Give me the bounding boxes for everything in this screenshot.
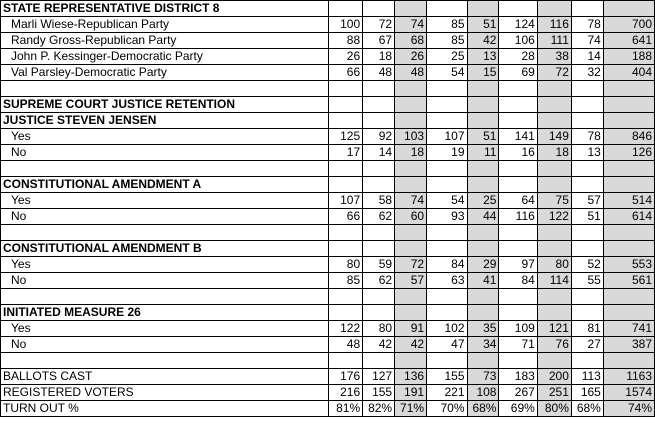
total-cell: 188 bbox=[603, 49, 654, 65]
empty-cell bbox=[603, 305, 654, 321]
precinct-cell: 63 bbox=[427, 273, 467, 289]
row-label: Yes bbox=[1, 129, 329, 145]
empty-cell bbox=[467, 97, 499, 113]
precinct-cell: 109 bbox=[499, 321, 537, 337]
empty-cell bbox=[467, 177, 499, 193]
precinct-cell: 91 bbox=[395, 321, 427, 337]
empty-cell bbox=[395, 81, 427, 97]
row-label bbox=[1, 161, 329, 177]
empty-cell bbox=[537, 177, 571, 193]
precinct-cell: 116 bbox=[537, 17, 571, 33]
precinct-cell: 97 bbox=[499, 257, 537, 273]
empty-cell bbox=[363, 177, 395, 193]
precinct-cell: 18 bbox=[363, 49, 395, 65]
empty-cell bbox=[427, 81, 467, 97]
empty-cell bbox=[363, 1, 395, 17]
precinct-cell: 16 bbox=[499, 145, 537, 161]
empty-cell bbox=[329, 241, 363, 257]
precinct-cell: 69% bbox=[499, 401, 537, 417]
precinct-cell: 66 bbox=[329, 65, 363, 81]
precinct-cell: 81% bbox=[329, 401, 363, 417]
precinct-cell: 64 bbox=[499, 193, 537, 209]
empty-cell bbox=[329, 289, 363, 305]
section-header-row bbox=[1, 1, 655, 17]
total-cell: 1163 bbox=[603, 369, 654, 385]
precinct-cell: 136 bbox=[395, 369, 427, 385]
empty-cell bbox=[537, 81, 571, 97]
precinct-cell: 85 bbox=[427, 33, 467, 49]
empty-cell bbox=[329, 161, 363, 177]
result-row bbox=[1, 337, 655, 353]
total-cell: 846 bbox=[603, 129, 654, 145]
empty-cell bbox=[537, 113, 571, 129]
empty-cell bbox=[499, 353, 537, 369]
empty-cell bbox=[363, 81, 395, 97]
precinct-cell: 84 bbox=[427, 257, 467, 273]
precinct-cell: 55 bbox=[571, 273, 603, 289]
precinct-cell: 221 bbox=[427, 385, 467, 401]
result-row bbox=[1, 49, 655, 65]
precinct-cell: 18 bbox=[537, 145, 571, 161]
precinct-cell: 18 bbox=[395, 145, 427, 161]
empty-cell bbox=[603, 113, 654, 129]
empty-cell bbox=[467, 161, 499, 177]
row-label: Randy Gross-Republican Party bbox=[1, 33, 329, 49]
precinct-cell: 76 bbox=[537, 337, 571, 353]
precinct-cell: 26 bbox=[329, 49, 363, 65]
precinct-cell: 14 bbox=[571, 49, 603, 65]
precinct-cell: 34 bbox=[467, 337, 499, 353]
empty-cell bbox=[363, 305, 395, 321]
precinct-cell: 35 bbox=[467, 321, 499, 337]
precinct-cell: 106 bbox=[499, 33, 537, 49]
empty-cell bbox=[571, 289, 603, 305]
precinct-cell: 48 bbox=[329, 337, 363, 353]
result-row bbox=[1, 145, 655, 161]
empty-cell bbox=[395, 161, 427, 177]
precinct-cell: 267 bbox=[499, 385, 537, 401]
section-header-row bbox=[1, 305, 655, 321]
empty-cell bbox=[427, 353, 467, 369]
precinct-cell: 84 bbox=[499, 273, 537, 289]
result-row bbox=[1, 65, 655, 81]
precinct-cell: 41 bbox=[467, 273, 499, 289]
empty-cell bbox=[467, 113, 499, 129]
precinct-cell: 113 bbox=[571, 369, 603, 385]
precinct-cell: 121 bbox=[537, 321, 571, 337]
summary-row bbox=[1, 369, 655, 385]
precinct-cell: 66 bbox=[329, 209, 363, 225]
row-label: Marli Wiese-Republican Party bbox=[1, 17, 329, 33]
result-row bbox=[1, 17, 655, 33]
precinct-cell: 80% bbox=[537, 401, 571, 417]
empty-cell bbox=[363, 113, 395, 129]
empty-cell bbox=[499, 225, 537, 241]
row-label: Val Parsley-Democratic Party bbox=[1, 65, 329, 81]
empty-cell bbox=[329, 97, 363, 113]
precinct-cell: 122 bbox=[537, 209, 571, 225]
precinct-cell: 176 bbox=[329, 369, 363, 385]
empty-cell bbox=[499, 177, 537, 193]
empty-cell bbox=[329, 305, 363, 321]
result-row bbox=[1, 257, 655, 273]
row-label: Yes bbox=[1, 321, 329, 337]
precinct-cell: 68% bbox=[467, 401, 499, 417]
precinct-cell: 141 bbox=[499, 129, 537, 145]
empty-cell bbox=[603, 161, 654, 177]
empty-cell bbox=[329, 353, 363, 369]
empty-cell bbox=[427, 305, 467, 321]
empty-cell bbox=[537, 305, 571, 321]
precinct-cell: 216 bbox=[329, 385, 363, 401]
precinct-cell: 71 bbox=[499, 337, 537, 353]
empty-cell bbox=[395, 225, 427, 241]
total-cell: 1574 bbox=[603, 385, 654, 401]
row-label: BALLOTS CAST bbox=[1, 369, 329, 385]
empty-cell bbox=[603, 97, 654, 113]
precinct-cell: 51 bbox=[571, 209, 603, 225]
precinct-cell: 155 bbox=[427, 369, 467, 385]
precinct-cell: 80 bbox=[329, 257, 363, 273]
total-cell: 553 bbox=[603, 257, 654, 273]
total-cell: 404 bbox=[603, 65, 654, 81]
precinct-cell: 15 bbox=[467, 65, 499, 81]
empty-cell bbox=[467, 305, 499, 321]
empty-cell bbox=[467, 241, 499, 257]
precinct-cell: 29 bbox=[467, 257, 499, 273]
spacer-row bbox=[1, 289, 655, 305]
empty-cell bbox=[427, 97, 467, 113]
empty-cell bbox=[467, 353, 499, 369]
empty-cell bbox=[537, 97, 571, 113]
empty-cell bbox=[395, 177, 427, 193]
section-title: STATE REPRESENTATIVE DISTRICT 8 bbox=[1, 1, 329, 17]
precinct-cell: 75 bbox=[537, 193, 571, 209]
section-header-row bbox=[1, 177, 655, 193]
precinct-cell: 47 bbox=[427, 337, 467, 353]
empty-cell bbox=[395, 1, 427, 17]
precinct-cell: 48 bbox=[395, 65, 427, 81]
empty-cell bbox=[467, 81, 499, 97]
precinct-cell: 26 bbox=[395, 49, 427, 65]
precinct-cell: 42 bbox=[363, 337, 395, 353]
row-label: REGISTERED VOTERS bbox=[1, 385, 329, 401]
row-label bbox=[1, 81, 329, 97]
result-row bbox=[1, 321, 655, 337]
precinct-cell: 42 bbox=[467, 33, 499, 49]
precinct-cell: 111 bbox=[537, 33, 571, 49]
empty-cell bbox=[363, 353, 395, 369]
section-header-row bbox=[1, 241, 655, 257]
empty-cell bbox=[537, 1, 571, 17]
total-cell: 126 bbox=[603, 145, 654, 161]
precinct-cell: 183 bbox=[499, 369, 537, 385]
row-label: TURN OUT % bbox=[1, 401, 329, 417]
spacer-row bbox=[1, 81, 655, 97]
precinct-cell: 52 bbox=[571, 257, 603, 273]
precinct-cell: 80 bbox=[537, 257, 571, 273]
precinct-cell: 25 bbox=[467, 193, 499, 209]
empty-cell bbox=[537, 161, 571, 177]
precinct-cell: 103 bbox=[395, 129, 427, 145]
precinct-cell: 59 bbox=[363, 257, 395, 273]
precinct-cell: 122 bbox=[329, 321, 363, 337]
precinct-cell: 19 bbox=[427, 145, 467, 161]
precinct-cell: 42 bbox=[395, 337, 427, 353]
precinct-cell: 62 bbox=[363, 209, 395, 225]
empty-cell bbox=[427, 113, 467, 129]
total-cell: 741 bbox=[603, 321, 654, 337]
empty-cell bbox=[571, 113, 603, 129]
precinct-cell: 102 bbox=[427, 321, 467, 337]
row-label bbox=[1, 289, 329, 305]
precinct-cell: 54 bbox=[427, 65, 467, 81]
precinct-cell: 72 bbox=[363, 17, 395, 33]
empty-cell bbox=[395, 289, 427, 305]
empty-cell bbox=[363, 161, 395, 177]
empty-cell bbox=[363, 97, 395, 113]
section-title: JUSTICE STEVEN JENSEN bbox=[1, 113, 329, 129]
precinct-cell: 58 bbox=[363, 193, 395, 209]
precinct-cell: 107 bbox=[329, 193, 363, 209]
empty-cell bbox=[537, 353, 571, 369]
total-cell: 700 bbox=[603, 17, 654, 33]
empty-cell bbox=[329, 177, 363, 193]
empty-cell bbox=[427, 241, 467, 257]
empty-cell bbox=[571, 353, 603, 369]
total-cell: 561 bbox=[603, 273, 654, 289]
precinct-cell: 78 bbox=[571, 129, 603, 145]
precinct-cell: 80 bbox=[363, 321, 395, 337]
empty-cell bbox=[603, 81, 654, 97]
result-row bbox=[1, 209, 655, 225]
empty-cell bbox=[427, 177, 467, 193]
precinct-cell: 13 bbox=[467, 49, 499, 65]
precinct-cell: 93 bbox=[427, 209, 467, 225]
precinct-cell: 82% bbox=[363, 401, 395, 417]
empty-cell bbox=[499, 81, 537, 97]
precinct-cell: 25 bbox=[427, 49, 467, 65]
empty-cell bbox=[571, 97, 603, 113]
empty-cell bbox=[571, 177, 603, 193]
section-header-row bbox=[1, 97, 655, 113]
precinct-cell: 57 bbox=[395, 273, 427, 289]
empty-cell bbox=[395, 353, 427, 369]
empty-cell bbox=[603, 177, 654, 193]
precinct-cell: 74 bbox=[571, 33, 603, 49]
empty-cell bbox=[499, 97, 537, 113]
precinct-cell: 149 bbox=[537, 129, 571, 145]
empty-cell bbox=[427, 1, 467, 17]
empty-cell bbox=[499, 1, 537, 17]
precinct-cell: 17 bbox=[329, 145, 363, 161]
empty-cell bbox=[329, 225, 363, 241]
precinct-cell: 100 bbox=[329, 17, 363, 33]
precinct-cell: 32 bbox=[571, 65, 603, 81]
row-label: No bbox=[1, 145, 329, 161]
precinct-cell: 68% bbox=[571, 401, 603, 417]
spacer-row bbox=[1, 225, 655, 241]
precinct-cell: 127 bbox=[363, 369, 395, 385]
empty-cell bbox=[363, 289, 395, 305]
empty-cell bbox=[329, 113, 363, 129]
empty-cell bbox=[395, 97, 427, 113]
precinct-cell: 28 bbox=[499, 49, 537, 65]
precinct-cell: 251 bbox=[537, 385, 571, 401]
precinct-cell: 44 bbox=[467, 209, 499, 225]
empty-cell bbox=[395, 305, 427, 321]
precinct-cell: 125 bbox=[329, 129, 363, 145]
row-label bbox=[1, 225, 329, 241]
empty-cell bbox=[363, 241, 395, 257]
total-cell: 514 bbox=[603, 193, 654, 209]
precinct-cell: 85 bbox=[329, 273, 363, 289]
precinct-cell: 92 bbox=[363, 129, 395, 145]
empty-cell bbox=[603, 289, 654, 305]
precinct-cell: 67 bbox=[363, 33, 395, 49]
precinct-cell: 51 bbox=[467, 17, 499, 33]
row-label: Yes bbox=[1, 193, 329, 209]
precinct-cell: 71% bbox=[395, 401, 427, 417]
precinct-cell: 74 bbox=[395, 193, 427, 209]
empty-cell bbox=[603, 1, 654, 17]
precinct-cell: 38 bbox=[537, 49, 571, 65]
empty-cell bbox=[571, 1, 603, 17]
precinct-cell: 124 bbox=[499, 17, 537, 33]
summary-row bbox=[1, 401, 655, 417]
precinct-cell: 88 bbox=[329, 33, 363, 49]
total-cell: 614 bbox=[603, 209, 654, 225]
precinct-cell: 70% bbox=[427, 401, 467, 417]
row-label: John P. Kessinger-Democratic Party bbox=[1, 49, 329, 65]
empty-cell bbox=[467, 289, 499, 305]
precinct-cell: 72 bbox=[537, 65, 571, 81]
precinct-cell: 107 bbox=[427, 129, 467, 145]
total-cell: 74% bbox=[603, 401, 654, 417]
empty-cell bbox=[329, 1, 363, 17]
precinct-cell: 14 bbox=[363, 145, 395, 161]
section-header-row bbox=[1, 113, 655, 129]
precinct-cell: 57 bbox=[571, 193, 603, 209]
empty-cell bbox=[603, 241, 654, 257]
section-title: SUPREME COURT JUSTICE RETENTION bbox=[1, 97, 329, 113]
empty-cell bbox=[499, 113, 537, 129]
precinct-cell: 85 bbox=[427, 17, 467, 33]
empty-cell bbox=[427, 225, 467, 241]
empty-cell bbox=[467, 1, 499, 17]
empty-cell bbox=[571, 241, 603, 257]
precinct-cell: 54 bbox=[427, 193, 467, 209]
results-body bbox=[1, 1, 655, 417]
spacer-row bbox=[1, 161, 655, 177]
summary-row bbox=[1, 385, 655, 401]
row-label: Yes bbox=[1, 257, 329, 273]
section-title: CONSTITUTIONAL AMENDMENT B bbox=[1, 241, 329, 257]
precinct-cell: 73 bbox=[467, 369, 499, 385]
empty-cell bbox=[499, 305, 537, 321]
empty-cell bbox=[427, 161, 467, 177]
empty-cell bbox=[427, 289, 467, 305]
empty-cell bbox=[499, 289, 537, 305]
precinct-cell: 155 bbox=[363, 385, 395, 401]
empty-cell bbox=[499, 241, 537, 257]
result-row bbox=[1, 33, 655, 49]
empty-cell bbox=[571, 81, 603, 97]
result-row bbox=[1, 129, 655, 145]
result-row bbox=[1, 193, 655, 209]
precinct-cell: 200 bbox=[537, 369, 571, 385]
result-row bbox=[1, 273, 655, 289]
precinct-cell: 13 bbox=[571, 145, 603, 161]
row-label bbox=[1, 353, 329, 369]
empty-cell bbox=[395, 113, 427, 129]
empty-cell bbox=[603, 353, 654, 369]
precinct-cell: 72 bbox=[395, 257, 427, 273]
precinct-cell: 62 bbox=[363, 273, 395, 289]
precinct-cell: 165 bbox=[571, 385, 603, 401]
precinct-cell: 191 bbox=[395, 385, 427, 401]
empty-cell bbox=[571, 225, 603, 241]
row-label: No bbox=[1, 273, 329, 289]
precinct-cell: 51 bbox=[467, 129, 499, 145]
precinct-cell: 114 bbox=[537, 273, 571, 289]
empty-cell bbox=[571, 161, 603, 177]
empty-cell bbox=[363, 225, 395, 241]
section-title: INITIATED MEASURE 26 bbox=[1, 305, 329, 321]
precinct-cell: 27 bbox=[571, 337, 603, 353]
precinct-cell: 74 bbox=[395, 17, 427, 33]
empty-cell bbox=[537, 289, 571, 305]
empty-cell bbox=[329, 81, 363, 97]
precinct-cell: 11 bbox=[467, 145, 499, 161]
empty-cell bbox=[467, 225, 499, 241]
section-title: CONSTITUTIONAL AMENDMENT A bbox=[1, 177, 329, 193]
total-cell: 387 bbox=[603, 337, 654, 353]
precinct-cell: 116 bbox=[499, 209, 537, 225]
row-label: No bbox=[1, 209, 329, 225]
precinct-cell: 48 bbox=[363, 65, 395, 81]
precinct-cell: 81 bbox=[571, 321, 603, 337]
precinct-cell: 78 bbox=[571, 17, 603, 33]
empty-cell bbox=[537, 241, 571, 257]
empty-cell bbox=[537, 225, 571, 241]
empty-cell bbox=[395, 241, 427, 257]
row-label: No bbox=[1, 337, 329, 353]
empty-cell bbox=[571, 305, 603, 321]
empty-cell bbox=[499, 161, 537, 177]
empty-cell bbox=[603, 225, 654, 241]
precinct-cell: 69 bbox=[499, 65, 537, 81]
precinct-cell: 60 bbox=[395, 209, 427, 225]
precinct-cell: 108 bbox=[467, 385, 499, 401]
total-cell: 641 bbox=[603, 33, 654, 49]
precinct-cell: 68 bbox=[395, 33, 427, 49]
spacer-row bbox=[1, 353, 655, 369]
